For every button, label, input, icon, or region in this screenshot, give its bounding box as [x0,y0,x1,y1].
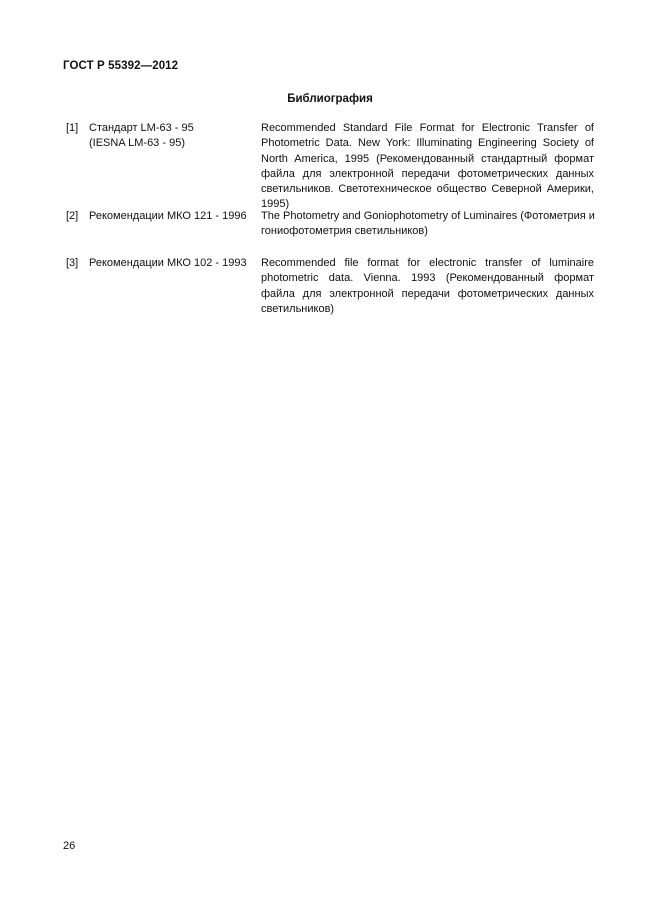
entry-description [261,209,594,240]
entry-reference-line: Стандарт LM-63 - 95 [89,122,194,134]
entry-reference-line: (IESNA LM-63 - 95) [89,137,185,150]
entry-description-line: photometric data. Vienna. 1993 (Рекомендованный формат [261,272,594,285]
entry-number: [1] [66,122,79,134]
entry-reference-line: Рекомендации МКО 121 - 1996 [89,210,247,222]
entry-description-line: светильников) [261,302,335,315]
entry-reference-line: Рекомендации МКО 102 - 1993 [89,257,247,269]
entry-description-line: 1995) [261,198,290,211]
entry-description-line: Photometric Data. New York: Illuminating Engineering Society of [261,137,594,150]
entry-description [261,256,594,317]
entry-description-line: Recommended Standard File Format for Electronic Transfer of [261,122,594,134]
bibliography-title: Библиография [287,93,373,105]
entry-number: [3] [66,257,79,269]
entry-number: [2] [66,210,79,222]
entry-description-line: гониофотометрия светильников) [261,225,428,238]
entry-description-line: Recommended file format for electronic transfer of luminaire [261,257,594,269]
entry-description-line: The Photometry and Goniophotometry of Luminaires (Фотометрия и [261,210,595,222]
entry-description [261,121,594,213]
entry-description-line: файла для электронной передачи фотометрических данных [261,287,594,300]
entry-description-line: файла для электронной передачи фотометрических данных [261,167,594,180]
entry-reference [89,209,259,224]
entry-description-line: North America, 1995 (Рекомендованный стандартный формат [261,152,594,165]
document-code: ГОСТ Р 55392—2012 [63,60,179,72]
entry-description-line: светильников. Светотехническое общество Северной Америки, [261,183,594,196]
entry-reference [89,121,259,152]
entry-reference [89,256,259,271]
page-number: 26 [63,840,76,852]
